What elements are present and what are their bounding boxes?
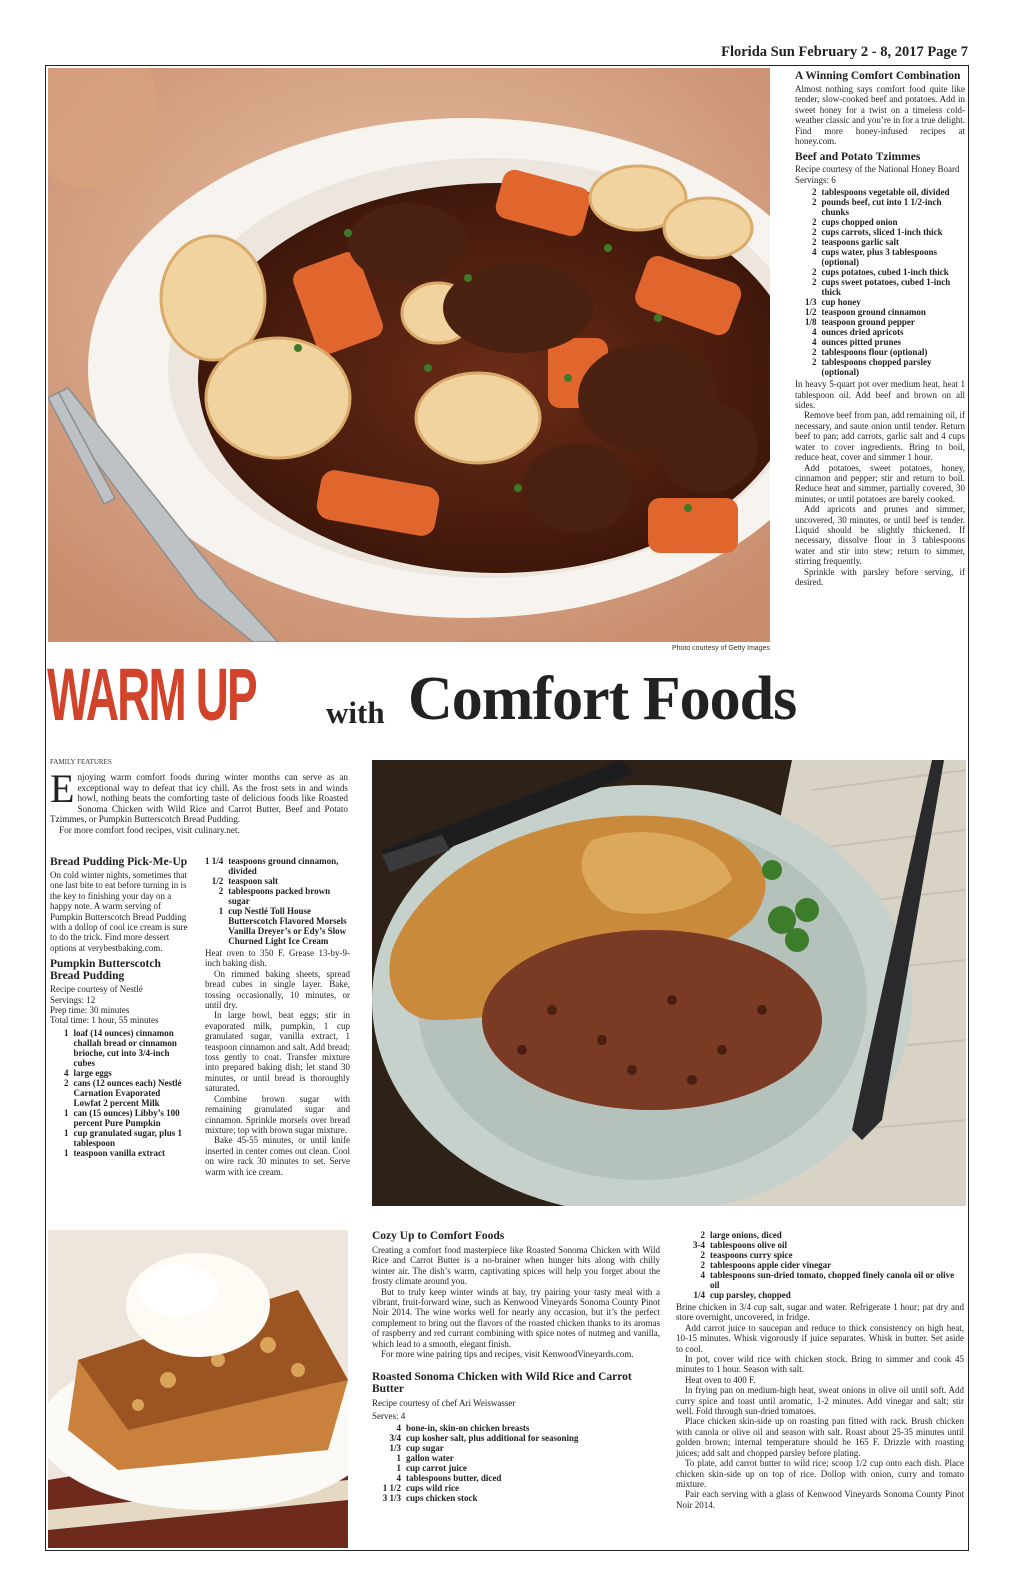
chicken-ingredients-b xyxy=(676,1230,964,1300)
ingredient-quantity: 1 xyxy=(396,1453,401,1464)
ingredient-row xyxy=(372,1463,660,1473)
ingredient-text: teaspoon salt xyxy=(228,876,279,886)
tzimmes-ingredients xyxy=(805,187,965,377)
ingredient-quantity: 3/4 xyxy=(389,1433,401,1444)
ingredient-quantity: 2 xyxy=(812,357,817,368)
pudding-directions xyxy=(205,948,350,1177)
ingredient-quantity: 1/3 xyxy=(389,1443,401,1454)
pudding-total: Total time: 1 hour, 55 minutes xyxy=(50,1015,159,1026)
source-label: FAMILY FEATURES xyxy=(50,758,112,766)
banner-with: with xyxy=(326,695,385,730)
ingredient-quantity: 1/8 xyxy=(805,317,817,328)
ingredient-row xyxy=(372,1443,660,1453)
body-paragraph: Heat oven to 400 F. xyxy=(685,1374,756,1385)
ingredient-text: Vanilla Dreyer’s or Edy’s Slow Churned Light Ice Cream xyxy=(228,926,347,946)
body-paragraph: For more wine pairing tips and recipes, visit KenwoodVineyards.com. xyxy=(381,1349,634,1360)
sidebar-title: A Winning Comfort Combination xyxy=(795,70,961,82)
ingredient-row xyxy=(805,347,965,357)
ingredient-quantity: 1 xyxy=(64,1107,69,1118)
chicken-column-right xyxy=(676,1230,964,1510)
body-paragraph: Remove beef from pan, add remaining oil, if necessary, and saute onion until tender. Return beef to pan; add carrots, garlic salt and 4 cups water to cover ingredients. Bring to boil, reduce heat, cover and simmer 1 hour. xyxy=(795,410,965,463)
ingredient-row xyxy=(205,856,350,876)
ingredient-quantity: 1 xyxy=(64,1147,69,1158)
body-paragraph: To plate, add carrot butter to wild rice; scoop 1/2 cup onto each dish. Place chicken skin-side up on top of rice. Dollop with onion, curry and tomato mixture. xyxy=(676,1458,964,1489)
ingredient-row xyxy=(372,1423,660,1433)
ingredient-text: tablespoons butter, diced xyxy=(406,1473,502,1484)
intro-more: For more comfort food recipes, visit culinary.net. xyxy=(59,824,240,835)
ingredient-quantity: 2 xyxy=(812,237,817,248)
ingredient-quantity: 4 xyxy=(396,1423,401,1434)
ingredient-row xyxy=(64,1128,188,1148)
ingredient-row xyxy=(372,1453,660,1463)
chicken-credit: Recipe courtesy of chef Ari Weiswasser xyxy=(372,1398,516,1409)
ingredient-quantity: 1/2 xyxy=(805,307,817,318)
body-paragraph: In large bowl, beat eggs; stir in evaporated milk, pumpkin, 1 cup granulated sugar, vanilla extract, 1 teaspoon cinnamon and salt. Add bread; toss gently to coat. Transfer mixture into prepared baking dish; let stand 30 minutes, or until bread is thoroughly saturated. xyxy=(205,1010,350,1094)
ingredient-row xyxy=(372,1483,660,1493)
ingredient-row xyxy=(676,1260,964,1270)
body-paragraph: In frying pan on medium-high heat, sweat onions in olive oil until soft. Add curry spice and toast until aromatic, 1-2 minutes. Add vinegar and salt; stir well. Fold through sun-dried tomatoes. xyxy=(676,1385,964,1417)
ingredient-text: teaspoons garlic salt xyxy=(821,237,900,248)
ingredient-quantity: 3 1/3 xyxy=(382,1493,401,1504)
beef-stew-photo xyxy=(48,68,770,642)
ingredient-row xyxy=(805,317,965,327)
ingredient-row xyxy=(372,1493,660,1503)
body-paragraph: Combine brown sugar with remaining granulated sugar and cinnamon. Sprinkle morsels over bread mixture; top with brown sugar mixture. xyxy=(205,1093,350,1135)
chicken-heading: Cozy Up to Comfort Foods xyxy=(372,1230,505,1242)
ingredient-row xyxy=(805,277,965,297)
ingredient-quantity: 2 xyxy=(812,217,817,228)
ingredient-text: cup sugar xyxy=(406,1443,444,1454)
body-paragraph: Creating a comfort food masterpiece like Roasted Sonoma Chicken with Wild Rice and Carrot Butter is a no-brainer when hunger hits along with chilly winter air. The dish’s warm, captivating spices will help you forget about the frosty climate around you. xyxy=(372,1245,660,1287)
roasted-chicken-photo xyxy=(372,760,966,1206)
ingredient-quantity: 4 xyxy=(812,327,817,338)
body-paragraph: Pair each serving with a glass of Kenwood Vineyards Sonoma County Pinot Noir 2014. xyxy=(676,1489,964,1510)
ingredient-quantity: 2 xyxy=(812,267,817,278)
ingredient-row xyxy=(805,227,965,237)
chicken-illustration xyxy=(372,760,966,1206)
ingredient-quantity: 1 xyxy=(396,1463,401,1474)
tzimmes-recipe-title: Beef and Potato Tzimmes xyxy=(795,151,921,164)
ingredient-text: ounces pitted prunes xyxy=(821,337,902,348)
chicken-serves: Serves: 4 xyxy=(372,1410,406,1421)
ingredient-text: cups potatoes, cubed 1-inch thick xyxy=(821,267,949,278)
ingredient-text: tablespoons flour (optional) xyxy=(821,347,928,358)
ingredient-quantity: 2 xyxy=(812,347,817,358)
ingredient-row xyxy=(64,1148,188,1158)
ingredient-row xyxy=(676,1290,964,1300)
ingredient-row xyxy=(805,357,965,377)
ingredient-text: teaspoons ground cinnamon, divided xyxy=(228,856,339,876)
ingredient-quantity: 4 xyxy=(812,337,817,348)
ingredient-row xyxy=(64,1028,188,1068)
ingredient-quantity: 1 1/2 xyxy=(382,1483,401,1494)
ingredient-text: teaspoon ground cinnamon xyxy=(821,307,926,318)
ingredient-text: cup Nestlé Toll House Butterscotch Flavored Morsels xyxy=(228,906,347,926)
tzimmes-servings: Servings: 6 xyxy=(795,174,836,185)
ingredient-quantity: 1/2 xyxy=(211,876,224,886)
ingredient-text: teaspoon ground pepper xyxy=(821,317,915,328)
chicken-column-left xyxy=(372,1230,660,1503)
body-paragraph: Add potatoes, sweet potatoes, honey, cinnamon and pepper; stir and return to boil. Reduce heat and simmer, partially covered, 30 minutes, or until potatoes are barely cooked. xyxy=(795,462,965,504)
intro-text: njoying warm comfort foods during winter months can serve as an exceptional way to defeat that icy chill. As the frost sets in and winds howl, nothing beats the comforting taste of delicious foods like Roasted Sonoma Chicken with Wild Rice and Carrot Butter, Beef and Potato Tzimmes, or Pumpkin Butterscotch Bread Pudding. xyxy=(50,772,348,825)
pudding-column-right xyxy=(205,856,350,1177)
ingredient-quantity: 2 xyxy=(812,277,817,288)
pudding-ingredients-b xyxy=(205,856,350,946)
ingredient-text: loaf (14 ounces) cinnamon challah bread or cinnamon brioche, cut into 3/4-inch cubes xyxy=(73,1027,177,1068)
ingredient-text: cup kosher salt, plus additional for seasoning xyxy=(406,1433,579,1444)
ingredient-text: large onions, diced xyxy=(710,1230,782,1240)
body-paragraph: On rimmed baking sheets, spread bread cubes in single layer. Bake, tossing occasionally, 10 minutes, or until dry. xyxy=(205,968,350,1011)
ingredient-text: tablespoons sun-dried tomato, chopped finely canola oil or olive oil xyxy=(710,1270,955,1290)
running-head: Florida Sun February 2 - 8, 2017 Page 7 xyxy=(721,44,968,60)
ingredient-quantity: 2 xyxy=(700,1230,705,1240)
body-paragraph: In heavy 5-quart pot over medium heat, heat 1 tablespoon oil. Add beef and brown on all sides. xyxy=(795,379,965,411)
pudding-recipe-title: Pumpkin Butterscotch Bread Pudding xyxy=(50,958,161,983)
ingredient-row xyxy=(64,1068,188,1078)
pudding-illustration xyxy=(48,1230,348,1548)
body-paragraph: In pot, cover wild rice with chicken stock. Bring to simmer and cook 45 minutes to 1 hour. Season with salt. xyxy=(676,1354,964,1375)
ingredient-row xyxy=(805,217,965,227)
ingredient-row xyxy=(205,886,350,906)
ingredient-text: cup carrot juice xyxy=(406,1463,467,1474)
ingredient-quantity: 1 xyxy=(64,1127,69,1138)
ingredient-text: teaspoon vanilla extract xyxy=(73,1147,165,1158)
ingredient-text: tablespoons vegetable oil, divided xyxy=(821,187,950,198)
chicken-directions xyxy=(676,1302,964,1510)
tzimmes-credit: Recipe courtesy of the National Honey Board xyxy=(795,164,960,175)
ingredient-quantity: 4 xyxy=(700,1270,705,1280)
body-paragraph: Add carrot juice to saucepan and reduce to thick consistency on high heat, 10-15 minutes. Whisk vigorously if juice separates. Whisk in butter. Set aside to cool. xyxy=(676,1322,964,1354)
ingredient-text: tablespoons chopped parsley (optional) xyxy=(821,357,932,378)
ingredient-quantity: 2 xyxy=(64,1077,69,1088)
ingredient-text: cup honey xyxy=(821,297,861,308)
pudding-servings: Servings: 12 xyxy=(50,994,96,1005)
chicken-intro xyxy=(372,1245,660,1359)
ingredient-text: bone-in, skin-on chicken breasts xyxy=(406,1423,530,1434)
ingredient-row xyxy=(805,327,965,337)
ingredient-quantity: 3-4 xyxy=(693,1240,705,1250)
ingredient-quantity: 4 xyxy=(396,1473,401,1484)
ingredient-text: cups chicken stock xyxy=(406,1493,478,1504)
ingredient-quantity xyxy=(205,926,228,946)
ingredient-row xyxy=(64,1078,188,1108)
ingredient-text: cans (12 ounces each) Nestlé Carnation Evaporated Lowfat 2 percent Milk xyxy=(73,1077,182,1108)
ingredient-quantity: 2 xyxy=(700,1250,705,1260)
ingredient-quantity: 1 1/4 xyxy=(205,856,224,866)
body-paragraph: Heat oven to 350 F. Grease 13-by-9-inch baking dish. xyxy=(205,948,350,969)
chicken-recipe-title: Roasted Sonoma Chicken with Wild Rice and Carrot Butter xyxy=(372,1371,632,1396)
ingredient-text: cups water, plus 3 tablespoons (optional) xyxy=(821,247,937,268)
ingredient-row xyxy=(676,1230,964,1240)
ingredient-text: cups chopped onion xyxy=(821,217,898,228)
ingredient-text: cups carrots, sliced 1-inch thick xyxy=(821,227,943,238)
ingredient-row xyxy=(805,187,965,197)
ingredient-text: tablespoons packed brown sugar xyxy=(228,886,331,906)
pudding-credit: Recipe courtesy of Nestlé xyxy=(50,984,143,995)
ingredient-quantity: 2 xyxy=(812,227,817,238)
ingredient-text: teaspoons curry spice xyxy=(710,1250,793,1260)
ingredient-row xyxy=(805,247,965,267)
ingredient-quantity: 1 xyxy=(64,1027,69,1038)
bread-pudding-photo xyxy=(48,1230,348,1548)
ingredient-text: pounds beef, cut into 1 1/2-inch chunks xyxy=(821,197,942,218)
intro-block xyxy=(50,758,348,836)
photo-credit: Photo courtesy of Getty Images xyxy=(671,645,770,652)
ingredient-quantity: 4 xyxy=(812,247,817,258)
body-paragraph: But to truly keep winter winds at bay, try pairing your tasty meal with a vibrant, fruit-forward wine, such as Kenwood Vineyards Sonoma County Pinot Noir 2014. The wine works well for nearly any occasion, but it’s the perfect complement to bring out the flavors of the roasted chicken thanks to its aromas of raspberry and red currant combining with spice notes of nutmeg and vanilla, which lead to a smooth, elegant finish. xyxy=(372,1286,660,1349)
ingredient-text: cup granulated sugar, plus 1 tablespoon xyxy=(73,1127,182,1148)
ingredient-text: large eggs xyxy=(73,1067,112,1078)
banner-comfort-foods: Comfort Foods xyxy=(408,665,797,733)
ingredient-text: ounces dried apricots xyxy=(821,327,904,338)
ingredient-quantity: 2 xyxy=(700,1260,705,1270)
banner-warm-up: WARM UP xyxy=(47,653,256,736)
ingredient-row xyxy=(205,876,350,886)
ingredient-row xyxy=(205,926,350,946)
ingredient-row xyxy=(372,1473,660,1483)
ingredient-text: cup parsley, chopped xyxy=(710,1290,791,1300)
drop-cap: E xyxy=(50,766,75,811)
ingredient-text: can (15 ounces) Libby’s 100 percent Pure Pumpkin xyxy=(73,1107,180,1128)
ingredient-text: gallon water xyxy=(406,1453,454,1464)
body-paragraph: Brine chicken in 3/4 cup salt, sugar and water. Refrigerate 1 hour; pat dry and store overnight, uncovered, in fridge. xyxy=(676,1302,964,1323)
ingredient-row xyxy=(205,906,350,926)
ingredient-row xyxy=(805,307,965,317)
ingredient-text: cups sweet potatoes, cubed 1-inch thick xyxy=(821,277,951,298)
pudding-heading: Bread Pudding Pick-Me-Up xyxy=(50,856,188,868)
ingredient-row xyxy=(805,337,965,347)
ingredient-text: tablespoons apple cider vinegar xyxy=(710,1260,832,1270)
ingredient-row xyxy=(676,1240,964,1250)
ingredient-row xyxy=(805,197,965,217)
body-paragraph: Place chicken skin-side up on roasting pan fitted with rack. Brush chicken with canola or olive oil and season with salt. Roast about 25-35 minutes until golden brown; internal temperature should be 165 F. Drizzle with roasting juices; add salt and chopped parsley before plating. xyxy=(676,1416,964,1458)
ingredient-quantity: 4 xyxy=(64,1067,69,1078)
ingredient-quantity: 2 xyxy=(812,187,817,198)
ingredient-row xyxy=(805,297,965,307)
pudding-column-left xyxy=(50,856,190,1158)
ingredient-row xyxy=(676,1250,964,1260)
ingredient-quantity: 1 xyxy=(218,906,224,916)
ingredient-row xyxy=(64,1108,188,1128)
pudding-intro: On cold winter nights, sometimes that one last bite to eat before turning in is the key to finishing your day on a happy note. A warm serving of Pumpkin Butterscotch Bread Pudding with a dollop of cool ice cream is sure to do the trick. Find more dessert options at verybestbaking.com. xyxy=(50,870,188,953)
body-paragraph: Sprinkle with parsley before serving, if desired. xyxy=(795,566,965,587)
ingredient-text: tablespoons olive oil xyxy=(710,1240,788,1250)
ingredient-quantity: 2 xyxy=(812,197,817,208)
ingredient-quantity: 1/3 xyxy=(805,297,817,308)
ingredient-row xyxy=(372,1433,660,1443)
chicken-ingredients-a xyxy=(372,1423,660,1503)
body-paragraph: Add apricots and prunes and simmer, uncovered, 30 minutes, or until beef is tender. Liquid should be slightly thickened. If necessary, dissolve flour in 3 tablespoons water and stir into stew; return to simmer, stirring frequently. xyxy=(795,504,965,567)
ingredient-text: cups wild rice xyxy=(406,1483,459,1494)
sidebar-intro: Almost nothing says comfort food quite like tender, slow-cooked beef and potatoes. Add in sweet honey for a twist on a timeless cold-weather classic and you’re in for a true delight. Find more honey-infused recipes at honey.com. xyxy=(795,84,965,147)
ingredient-row xyxy=(676,1270,964,1290)
beef-stew-illustration xyxy=(48,68,770,642)
ingredient-quantity: 2 xyxy=(218,886,224,896)
body-paragraph: Bake 45-55 minutes, or until knife inserted in center comes out clean. Cool on wire rack 30 minutes to set. Serve warm with ice cream. xyxy=(205,1135,350,1177)
pudding-ingredients-a xyxy=(64,1028,188,1158)
pudding-prep: Prep time: 30 minutes xyxy=(50,1005,130,1016)
tzimmes-directions xyxy=(795,379,965,587)
ingredient-quantity: 1/4 xyxy=(693,1290,705,1300)
ingredient-row xyxy=(805,237,965,247)
sidebar-column xyxy=(795,70,965,587)
ingredient-row xyxy=(805,267,965,277)
